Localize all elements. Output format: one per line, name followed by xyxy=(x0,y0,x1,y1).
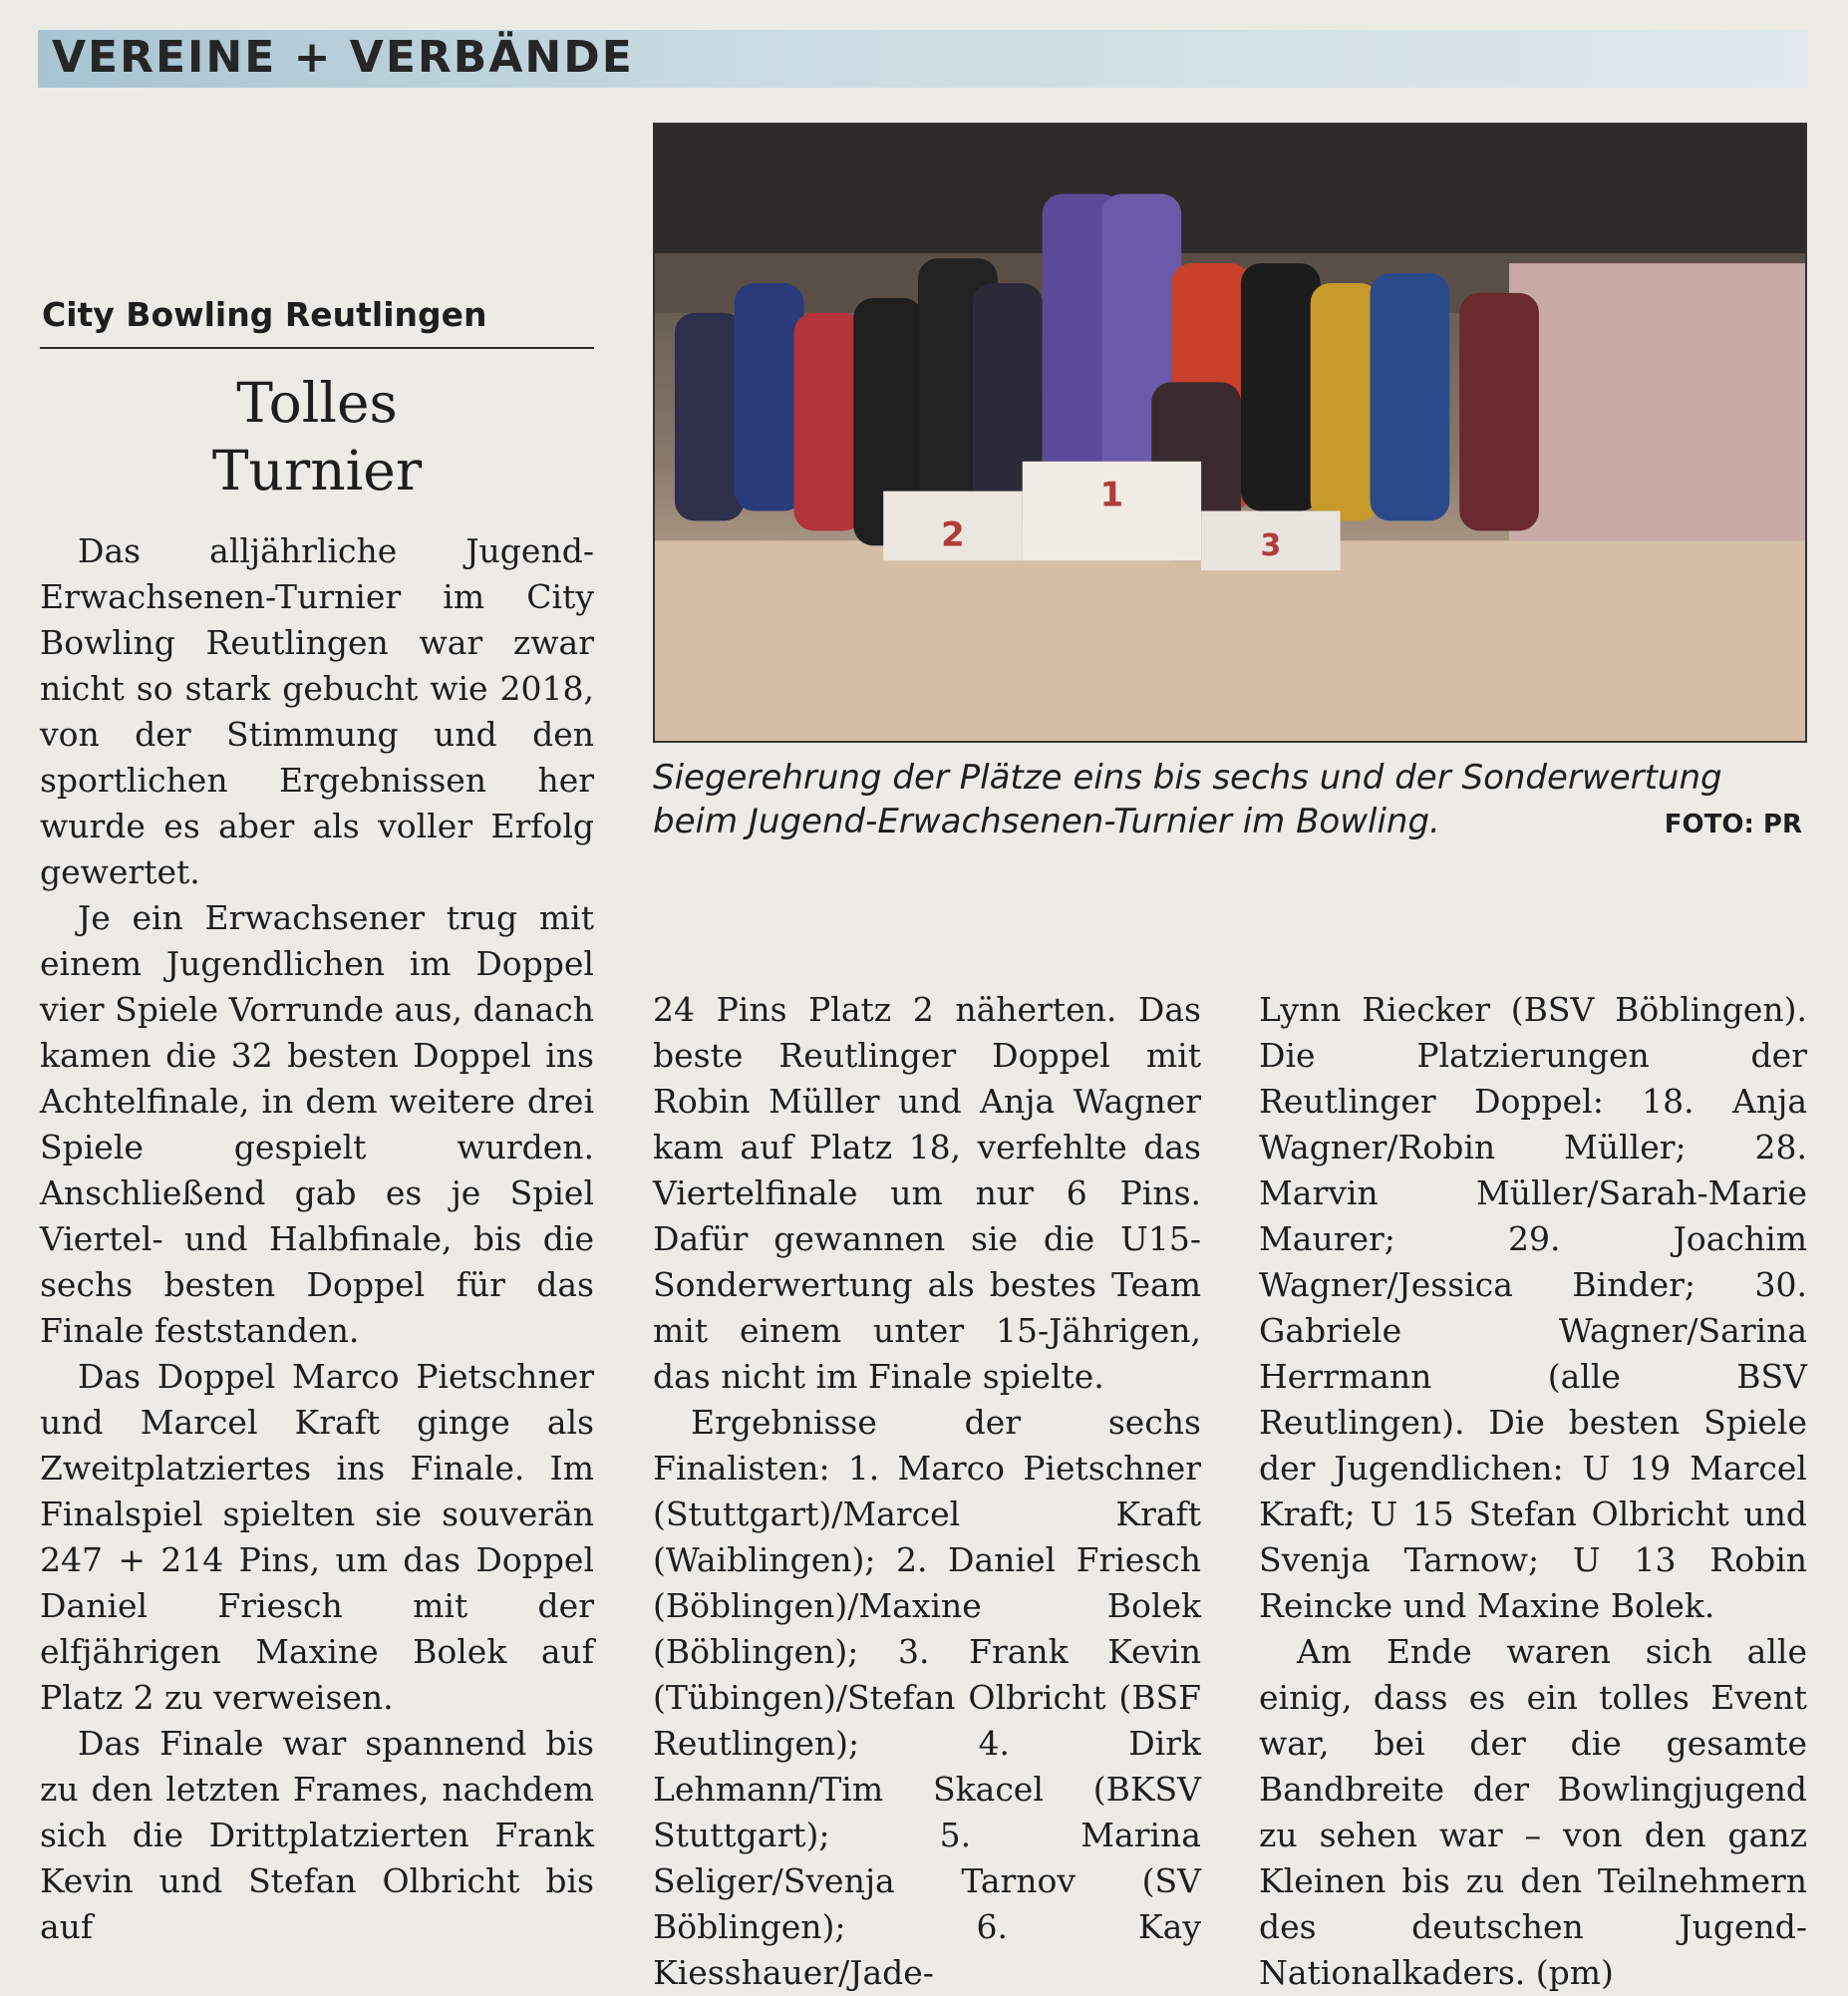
article-kicker: City Bowling Reutlingen xyxy=(42,295,487,334)
article-photo xyxy=(653,123,1807,743)
paragraph: Ergebnisse der sechs Finalisten: 1. Marco Pietschner (Stuttgart)/Marcel Kraft (Waiblingen); 2. Daniel Friesch (Böblingen)/Maxine Bolek (Böblingen); 3. Frank Kevin (Tübingen)/Stefan Olbricht (BSF Reutlingen); 4. Dirk Lehmann/Tim Skacel (BKSV Stuttgart); 5. Marina Seliger/Svenja Tarnov (SV Böblingen); 6. Kay Kiesshauer/Jade- xyxy=(653,1403,1201,1992)
paragraph: Das Doppel Marco Pietschner und Marcel Kraft ginge als Zweitplatziertes ins Finale. Im Finalspiel spielten sie souverän 247 + 214 Pins, um das Doppel Daniel Friesch mit der elfjährigen Maxine Bolek auf Platz 2 zu verweisen. xyxy=(40,1357,594,1717)
article-column-3 xyxy=(1259,987,1807,1996)
article-column-1 xyxy=(40,528,594,1950)
paragraph: Am Ende waren sich alle einig, dass es ein tolles Event war, bei der die gesamte Bandbreite der Bowlingjugend zu sehen war – von den ganz Kleinen bis zu den Teilnehmern des deutschen Jugend-Nationalkaders. (pm) xyxy=(1259,1632,1807,1992)
podium-number-1: 1 xyxy=(1099,475,1124,514)
headline-line-1: Tolles xyxy=(236,371,398,435)
headline-line-2: Turnier xyxy=(211,439,423,502)
photo-floor xyxy=(655,540,1805,741)
article-headline xyxy=(40,369,594,504)
article-column-2 xyxy=(653,987,1201,1996)
paragraph: Lynn Riecker (BSV Böblingen). Die Platzierungen der Reutlinger Doppel: 18. Anja Wagner/Robin Müller; 28. Marvin Müller/Sarah-Marie Maurer; 29. Joachim Wagner/Jessica Binder; 30. Gabriele Wagner/Sarina Herrmann (alle BSV Reutlingen). Die besten Spiele der Jugendlichen: U 19 Marcel Kraft; U 15 Stefan Olbricht und Svenja Tarnow; U 13 Robin Reincke und Maxine Bolek. xyxy=(1259,990,1807,1625)
photo-credit: FOTO: PR xyxy=(1664,810,1802,839)
podium-number-2: 2 xyxy=(941,514,965,554)
kicker-rule xyxy=(40,347,594,349)
paragraph: Je ein Erwachsener trug mit einem Jugendlichen im Doppel vier Spiele Vorrunde aus, danach kamen die 32 besten Doppel ins Achtelfinale, in dem weitere drei Spiele gespielt wurden. Anschließend gab es je Spiel Viertel- und Halbfinale, bis die sechs besten Doppel für das Finale feststanden. xyxy=(40,898,594,1350)
podium-number-3: 3 xyxy=(1260,528,1282,564)
photo-caption: Siegerehrung der Plätze eins bis sechs und der Sonderwertung beim Jugend-Erwachsenen-Turnier im Bowling. xyxy=(653,758,1722,841)
paragraph: 24 Pins Platz 2 näherten. Das beste Reutlinger Doppel mit Robin Müller und Anja Wagner kam auf Platz 18, verfehlte das Viertelfinale um nur 6 Pins. Dafür gewannen sie die U15-Sonderwertung als bestes Team mit einem unter 15-Jährigen, das nicht im Finale spielte. xyxy=(653,990,1201,1396)
photo-illustration xyxy=(655,125,1805,741)
photo-ceiling xyxy=(655,125,1805,253)
paragraph: Das alljährliche Jugend-Erwachsenen-Turnier im City Bowling Reutlingen war zwar nicht so stark gebucht wie 2018, von der Stimmung und den sportlichen Ergebnissen her wurde es aber als voller Erfolg gewertet. xyxy=(40,531,594,891)
paragraph: Das Finale war spannend bis zu den letzten Frames, nachdem sich die Drittplatzierten Frank Kevin und Stefan Olbricht bis auf xyxy=(40,1724,594,1946)
section-label: VEREINE + VERBÄNDE xyxy=(52,32,634,83)
